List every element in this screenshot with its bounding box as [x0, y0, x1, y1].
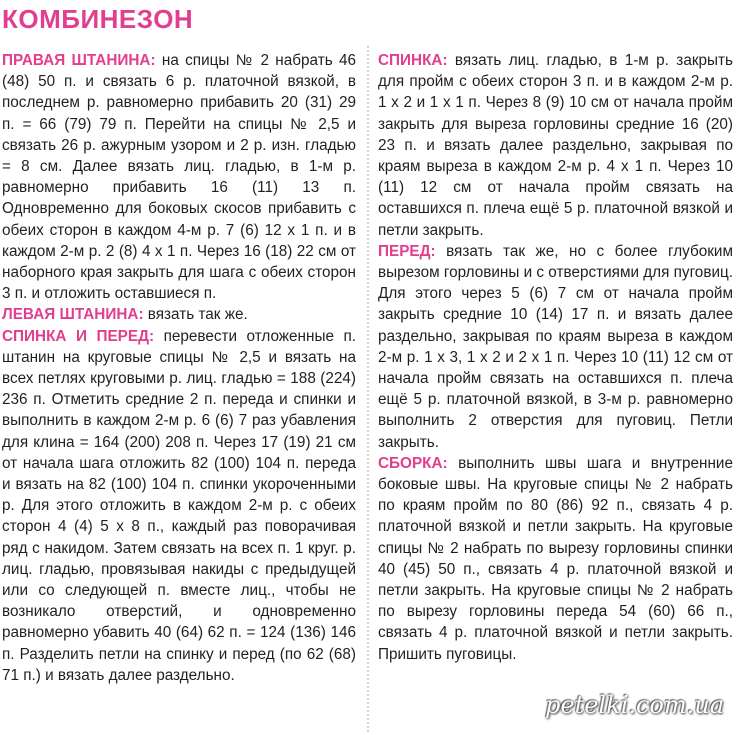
page-title: КОМБИНЕЗОН: [2, 4, 194, 34]
section-text: вязать лиц. гладью, в 1-м р. закрыть для пройм с обеих сторон 3 п. и в каждом 2-м р. 1 х 2 и 1 х 1 п. Через 8 (9) 10 см от начала пройм закрыть для выреза горловины средние 16 (20) 23 п. и вязать далее раздельно, закрывая по краям выреза в каждом 2-м р. 4 х 1 п. Через 10 (11) 12 см от начала пройм связать на оставшихся п. плеча ещё 5 р. платочной вязкой и петли закрыть.: [378, 52, 733, 239]
section-text: перевести отложенные п. штанин на круговые спицы № 2,5 и вязать на всех петлях круговыми р. лиц. гладью = 188 (224) 236 п. Отметить средние 2 п. переда и спинки и выполнить в каждом 2-м р. 6 (6) 7 раз убавления для клина = 164 (200) 208 п. Через 17 (19) 21 см от начала шага отложить 82 (100) 104 п. переда и вязать на 82 (100) 104 п. спинки укороченными р. Для этого отложить в каждом 2-м р. с обеих сторон 4 (4) 5 х 8 п., каждый раз поворачивая ряд с накидом. Затем связать на всех п. 1 круг. р. лиц. гладью, провязывая накиды с предыдущей или со следующей п. вместе лиц., чтобы не возникало отверстий, и одновременно равномерно убавить 40 (64) 62 п. = 124 (136) 146 п. Разделить петли на спинку и перед (по 62 (68) 71 п.) и вязать далее раздельно.: [2, 327, 356, 684]
section-back: [378, 50, 733, 241]
left-column: [2, 50, 356, 686]
section-heading: ПЕРЕД:: [378, 242, 436, 260]
section-assembly: [378, 453, 733, 665]
section-right-leg: [2, 50, 356, 304]
section-heading: СПИНКА И ПЕРЕД:: [2, 327, 155, 345]
right-column: [378, 50, 733, 665]
section-left-leg: [2, 304, 356, 325]
section-heading: ПРАВАЯ ШТАНИНА:: [2, 52, 156, 69]
section-heading: СПИНКА:: [378, 52, 448, 69]
section-heading: СБОРКА:: [378, 454, 448, 472]
section-text: вязать так же.: [143, 306, 248, 324]
section-back-and-front: [2, 326, 356, 686]
section-text: вязать так же, но с более глубоким вырезом горловины и с отверстиями для пуговиц. Для этого через 5 (6) 7 см от начала пройм закрыть средние 10 (14) 17 п. и вязать далее раздельно, закрывая по краям выреза в каждом 2-м р. 1 х 3, 1 х 2 и 2 х 1 п. Через 10 (11) 12 см от начала пройм связать на оставшихся п. плеча ещё 5 р. платочной вязкой, в 3-м р. равномерно выполнить 2 отверстия для пуговиц. Петли закрыть.: [378, 242, 734, 451]
section-front: [378, 241, 733, 453]
watermark: petelki.com.ua: [545, 691, 724, 719]
section-text: на спицы № 2 набрать 46 (48) 50 п. и связать 6 р. платочной вязкой, в последнем р. равномерно прибавить 20 (31) 29 п. = 66 (79) 79 п. Перейти на спицы № 2,5 и связать 26 р. ажурным узором и 2 р. изн. гладью = 8 см. Далее вязать лиц. гладью, в 1-м р. равномерно прибавить 16 (11) 13 п. Одновременно для боковых скосов прибавить с обеих сторон в каждом 4-м р. 7 (6) 12 х 1 п. и в каждом 2-м р. 2 (8) 4 х 1 п. Через 16 (18) 22 см от наборного края закрыть для шага с обеих сторон 3 п. и отложить оставшиеся п.: [2, 52, 356, 303]
section-text: выполнить швы шага и внутренние боковые швы. На круговые спицы № 2 набрать по краям пройм по 80 (86) 92 п., связать 4 р. платочной вязкой и петли закрыть. На круговые спицы № 2 набрать по вырезу горловины спинки 40 (45) 50 п., связать 4 р. платочной вязкой и петли закрыть. На круговые спицы № 2 набрать по вырезу горловины переда 54 (60) 66 п., связать 4 р. платочной вязкой и петли закрыть. Пришить пуговицы.: [378, 454, 733, 663]
column-divider: [367, 46, 369, 732]
section-heading: ЛЕВАЯ ШТАНИНА:: [2, 306, 144, 324]
